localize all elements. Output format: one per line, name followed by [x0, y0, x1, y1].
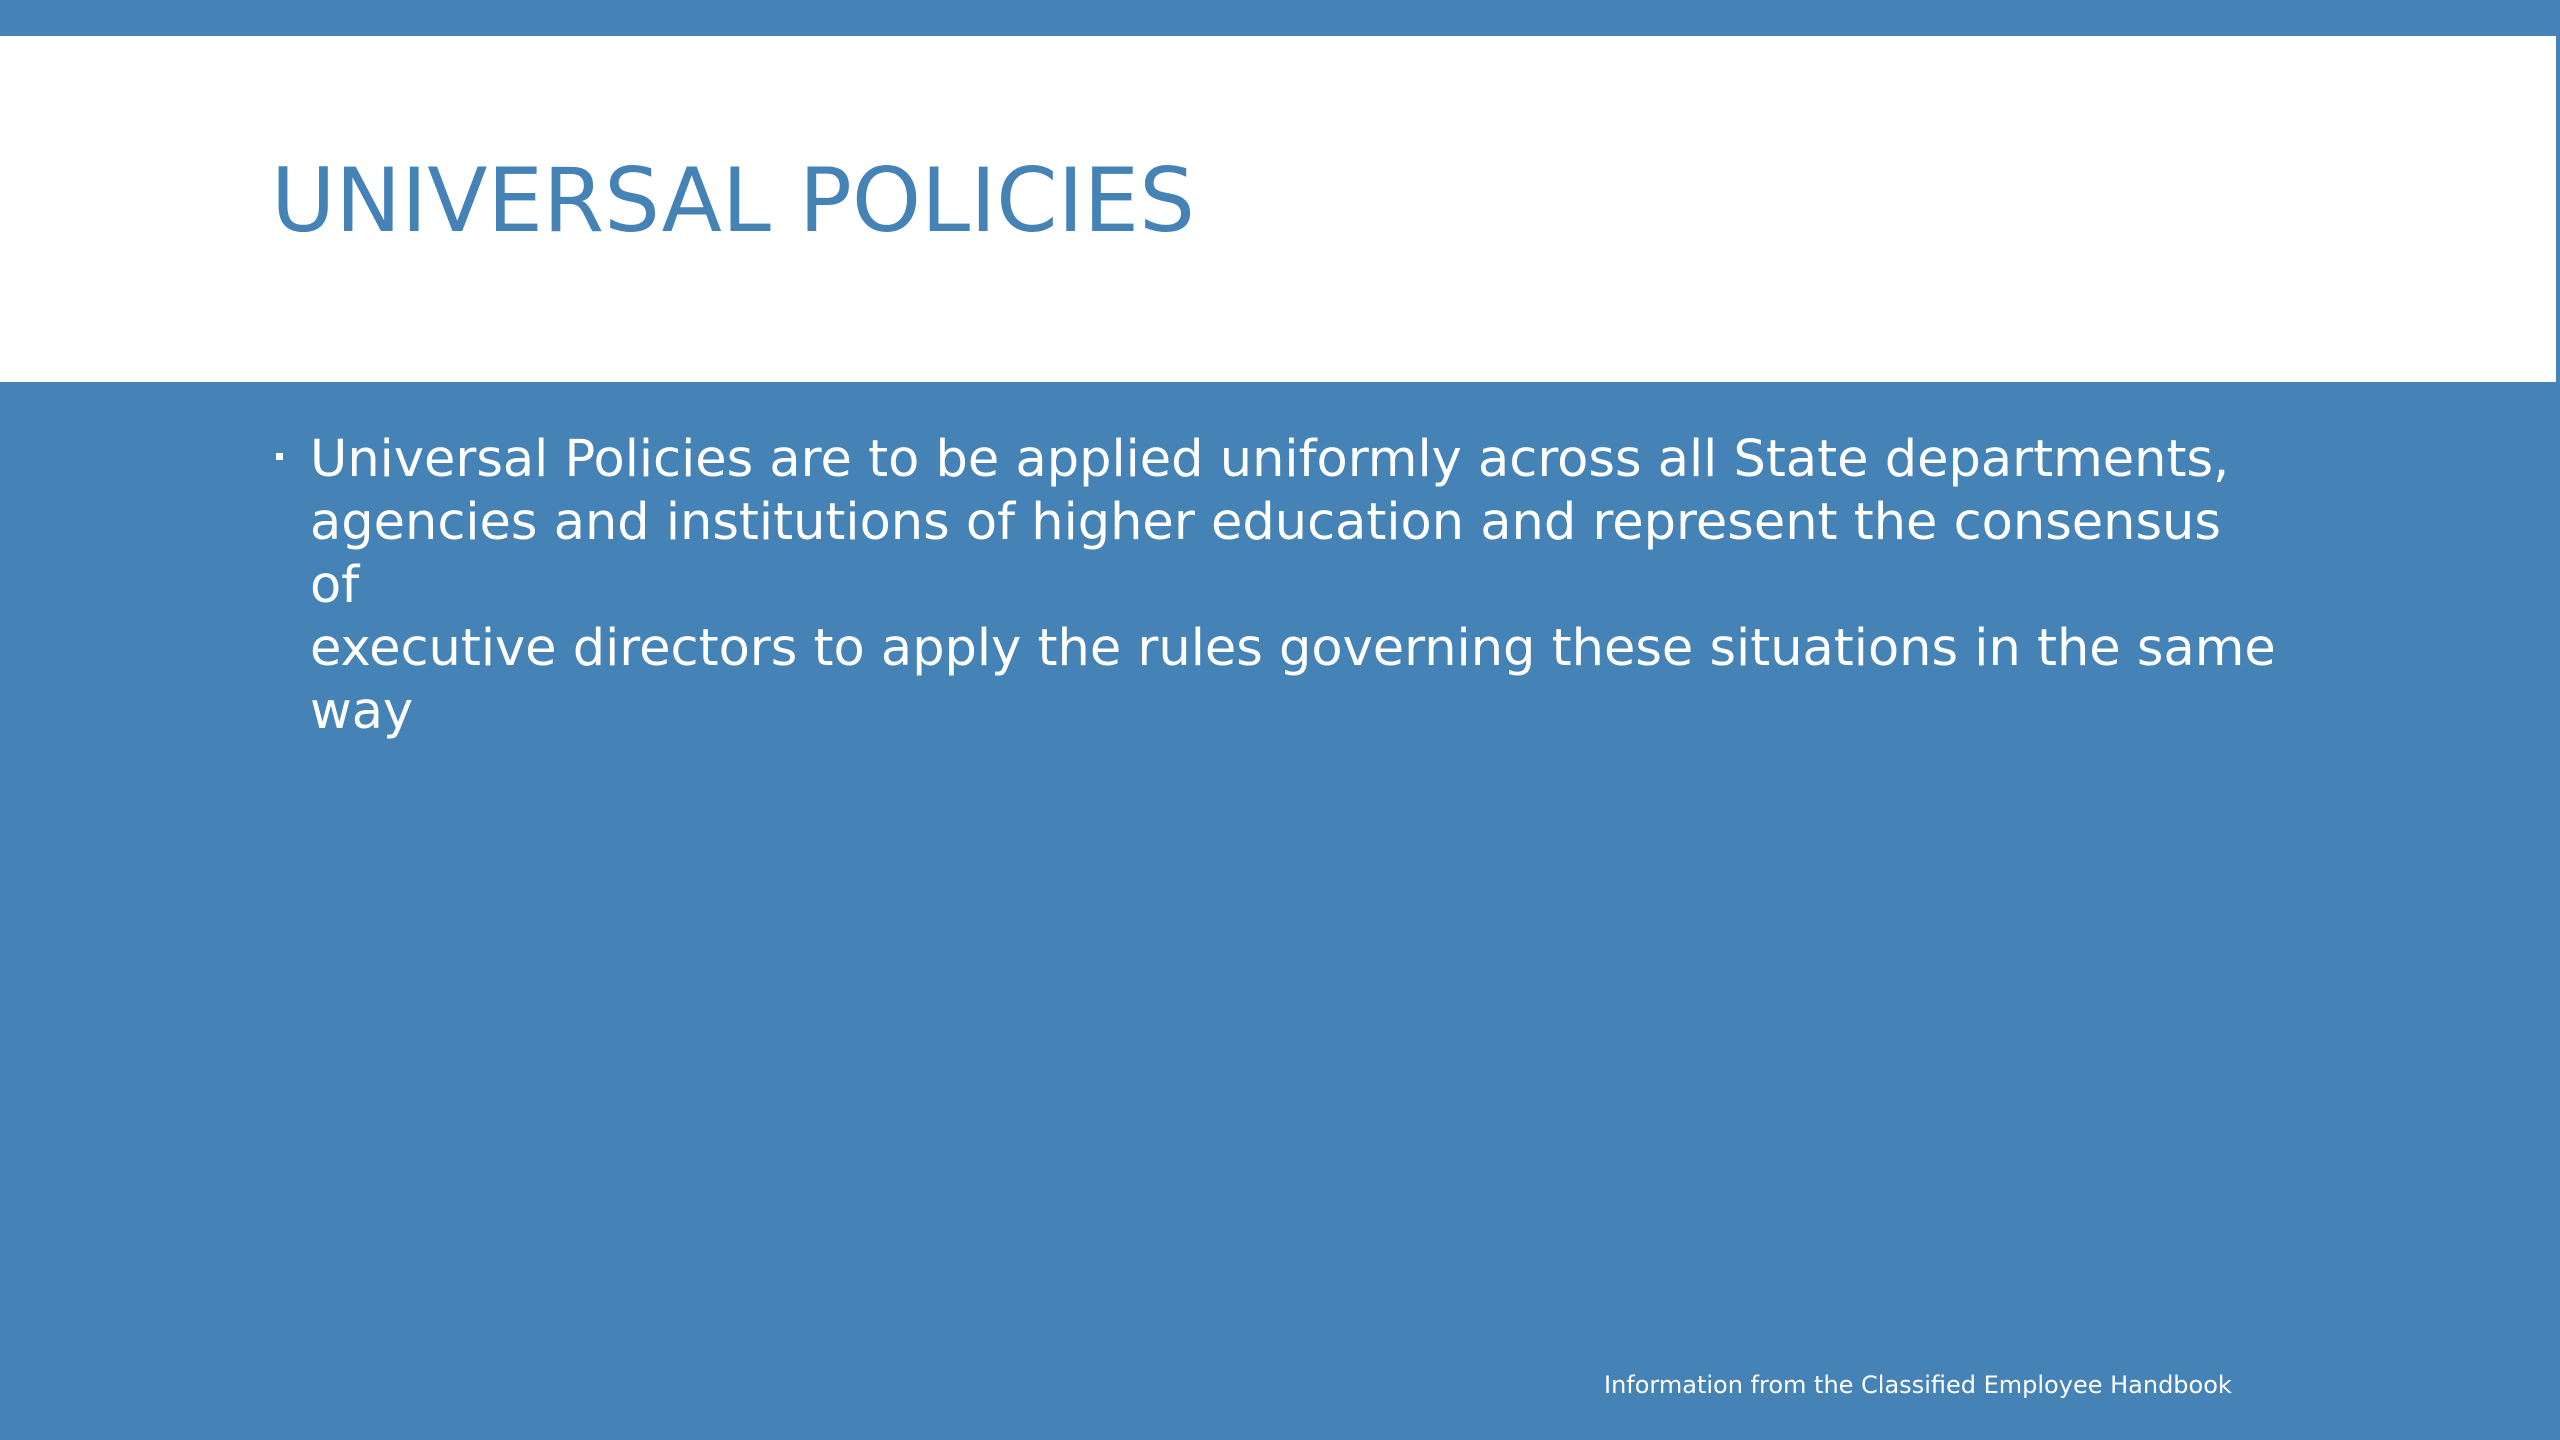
- bullet-text: Universal Policies are to be applied uniformly across all State departments, agencies and institutions of higher education and represent the consensus of executive directors to apply the rules governing these situations in the same way: [310, 430, 2276, 741]
- bullet-item: [268, 428, 2278, 743]
- slide-footer: Information from the Classified Employee Handbook: [1604, 1371, 2232, 1399]
- right-edge-strip: [2556, 36, 2560, 382]
- slide-title: UNIVERSAL POLICIES: [271, 149, 1195, 252]
- square-bullet-icon: [276, 453, 283, 460]
- top-accent-band: [0, 0, 2560, 36]
- slide-body: [268, 428, 2278, 743]
